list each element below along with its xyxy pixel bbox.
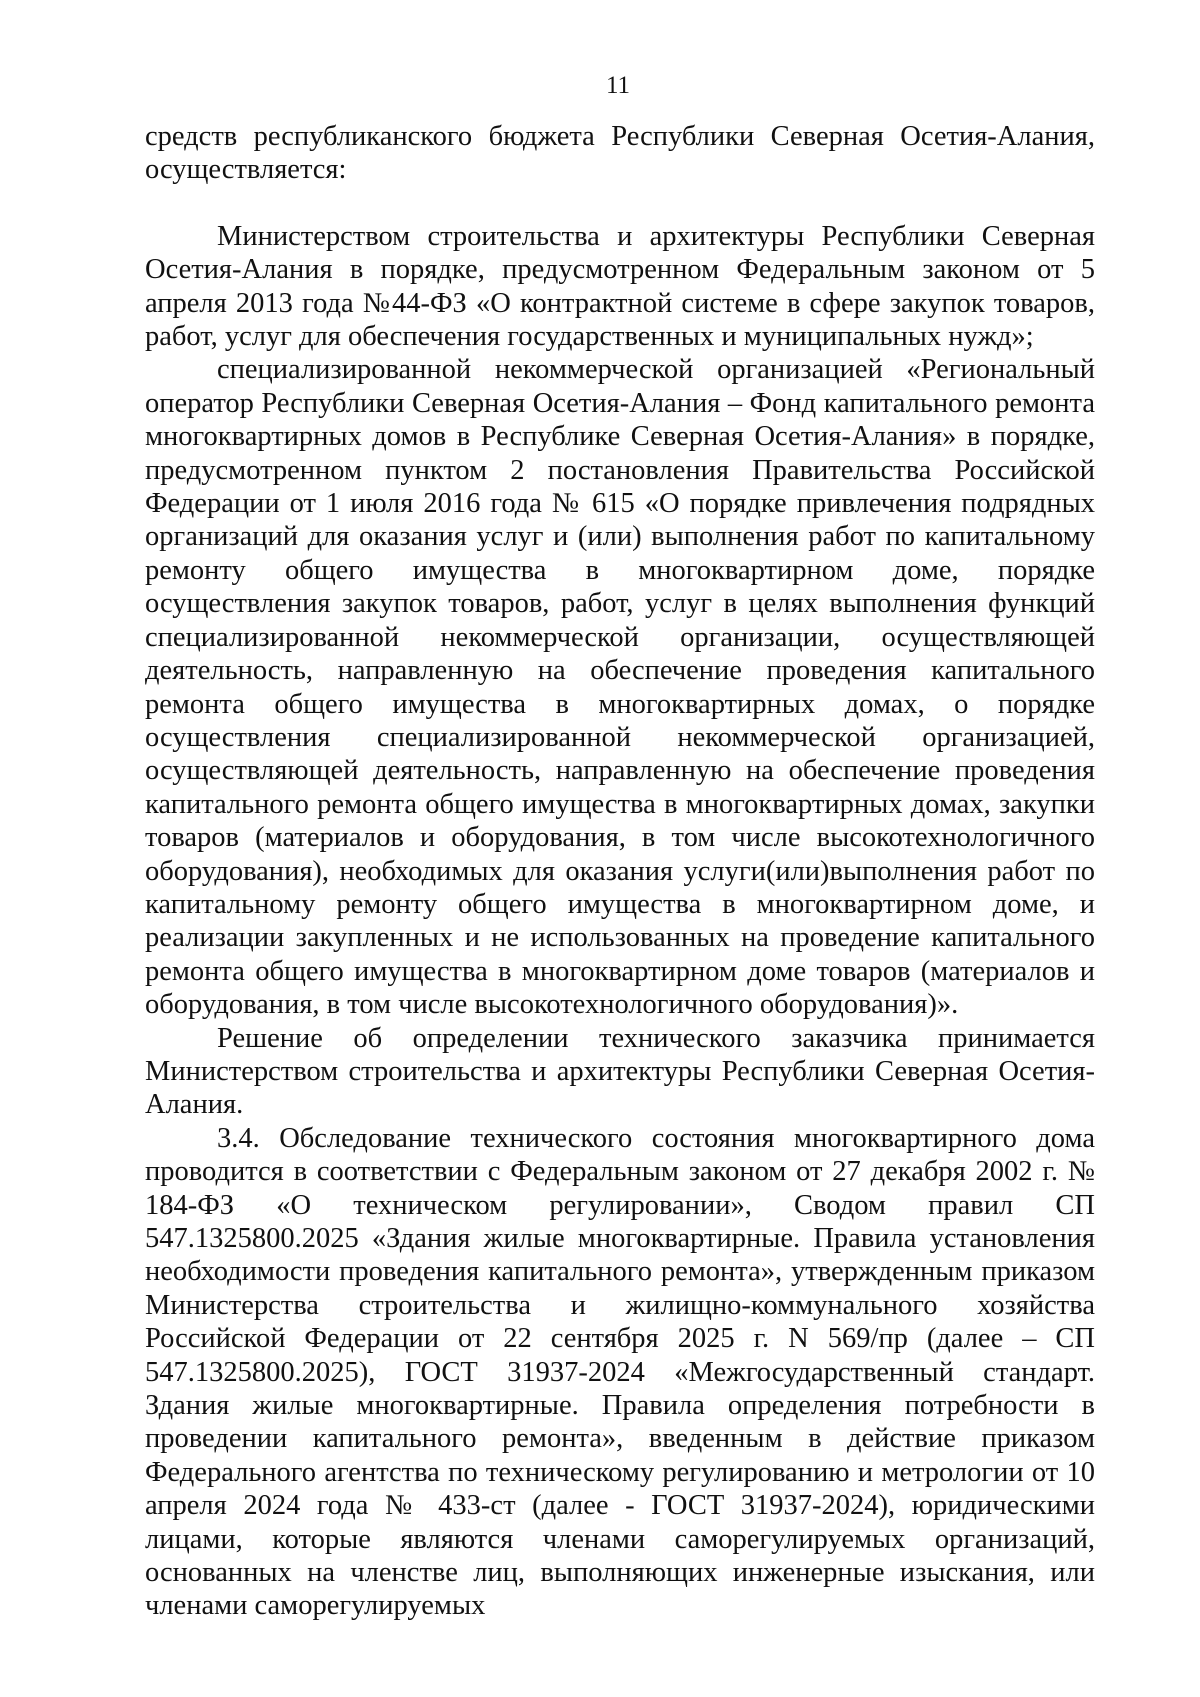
paragraph-gap <box>145 187 1095 220</box>
paragraph-decision: Решение об определении технического заказчика принимается Министерством строительства и архитектуры Республики Северная Осетия-Алания. <box>145 1022 1095 1121</box>
document-body <box>145 120 1095 1623</box>
page-number: 11 <box>605 72 631 99</box>
paragraph-section-3-4: 3.4. Обследование технического состояния многоквартирного дома проводится в соответствии с Федеральным законом от 27 декабря 2002 г. № 184-ФЗ «О техническом регулировании», Сводом правил СП 547.1325800.2025 «Здания жилые многоквартирные. Правила установления необходимости проведения капитального ремонта», утвержденным приказом Министерства строительства и жилищно-коммунального хозяйства Российской Федерации от 22 сентября 2025 г. N 569/пр (далее – СП 547.1325800.2025), ГОСТ 31937-2024 «Межгосударственный стандарт. Здания жилые многоквартирные. Правила определения потребности в проведении капитального ремонта», введенным в действие приказом Федерального агентства по техническому регулированию и метрологии от 10 апреля 2024 года № 433-ст (далее - ГОСТ 31937-2024), юридическими лицами, которые являются членами саморегулируемых организаций, основанных на членстве лиц, выполняющих инженерные изыскания, или членами саморегулируемых <box>145 1122 1095 1622</box>
paragraph-regional-operator: специализированной некоммерческой организацией «Региональный оператор Республики Северная Осетия-Алания – Фонд капитального ремонта многоквартирных домов в Республике Северная Осетия-Алания» в порядке, предусмотренном пунктом 2 постановления Правительства Российской Федерации от 1 июля 2016 года № 615 «О порядке привлечения подрядных организаций для оказания услуг и (или) выполнения работ по капитальному ремонту общего имущества в многоквартирном доме, порядке осуществления закупок товаров, работ, услуг в целях выполнения функций специализированной некоммерческой организации, осуществляющей деятельность, направленную на обеспечение проведения капитального ремонта общего имущества в многоквартирных домах, о порядке осуществления специализированной некоммерческой организацией, осуществляющей деятельность, направленную на обеспечение проведения капитального ремонта общего имущества в многоквартирных домах, закупки товаров (материалов и оборудования, в том числе высокотехнологичного оборудования), необходимых для оказания услуги(или)выполнения работ по капитальному ремонту общего имущества в многоквартирном доме, и реализации закупленных и не использованных на проведение капитального ремонта общего имущества в многоквартирном доме товаров (материалов и оборудования, в том числе высокотехнологичного оборудования)». <box>145 354 1095 1021</box>
paragraph-ministry: Министерством строительства и архитектуры Республики Северная Осетия-Алания в порядке, предусмотренном Федеральным законом от 5 апреля 2013 года №44-ФЗ «О контрактной системе в сфере закупок товаров, работ, услуг для обеспечения государственных и муниципальных нужд»; <box>145 220 1095 353</box>
paragraph-continuation: средств республиканского бюджета Республики Северная Осетия-Алания, осуществляется: <box>145 121 1095 186</box>
